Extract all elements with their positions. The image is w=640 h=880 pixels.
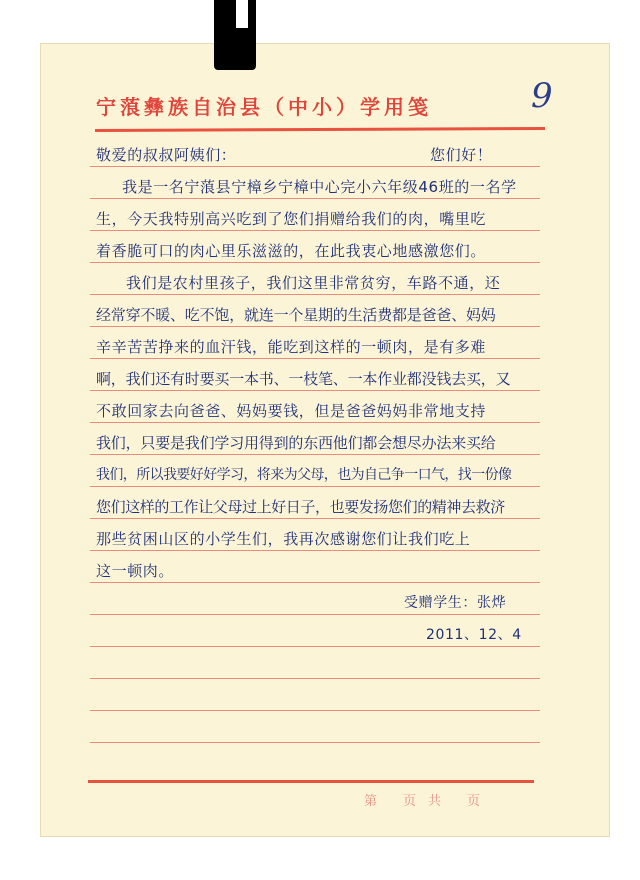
- greeting-salutation: 敬爱的叔叔阿姨们：: [96, 146, 237, 164]
- letter-date: 2011、12、4: [426, 627, 522, 643]
- letter-line: 我们，所以我要好好学习，将来为父母，也为自己争一口气，找一份像: [96, 467, 512, 483]
- signature: 受赠学生：张烨: [404, 595, 507, 611]
- rule-line: [90, 678, 540, 679]
- letter-line: 我们是农村里孩子，我们这里非常贫穷，车路不通，还: [126, 274, 501, 292]
- rule-line: [90, 742, 540, 743]
- letter-line: 不敢回家去向爸爸、妈妈要钱，但是爸爸妈妈非常地支持: [96, 402, 487, 420]
- letter-line: 经常穿不暖、吃不饱，就连一个星期的生活费都是爸爸、妈妈: [96, 306, 496, 324]
- page-number: 9: [531, 76, 553, 116]
- footer-rule: [88, 780, 534, 783]
- letterhead-title: 宁蒗彝族自治县（中小）学用笺: [96, 95, 432, 119]
- footer-page-label: 第 页: [364, 794, 417, 809]
- letter-line: 您们这样的工作让父母过上好日子，也要发扬您们的精神去救济: [96, 498, 505, 516]
- letter-line: 我是一名宁蒗县宁樟乡宁樟中心完小六年级46班的一名学: [122, 178, 517, 196]
- letter-line: 我们，只要是我们学习用得到的东西他们都会想尽办法来买给: [96, 434, 496, 452]
- rule-line: [90, 710, 540, 711]
- greeting-hello: 您们好！: [430, 146, 493, 164]
- letter-line: 着香脆可口的肉心里乐滋滋的，在此我衷心地感激您们。: [96, 242, 487, 260]
- letter-line: 那些贫困山区的小学生们，我再次感谢您们让我们吃上: [96, 530, 471, 548]
- letter-line: 啊，我们还有时要买一本书、一枝笔、一本作业都没钱去买，又: [96, 370, 511, 388]
- letter-line: 这一顿肉。: [96, 562, 175, 580]
- letter-line: 生，今天我特别高兴吃到了您们捐赠给我们的肉，嘴里吃: [96, 210, 487, 228]
- letter-line: 辛辛苦苦挣来的血汗钱，能吃到这样的一顿肉，是有多难: [96, 338, 487, 356]
- footer-total-label: 共 页: [428, 794, 481, 809]
